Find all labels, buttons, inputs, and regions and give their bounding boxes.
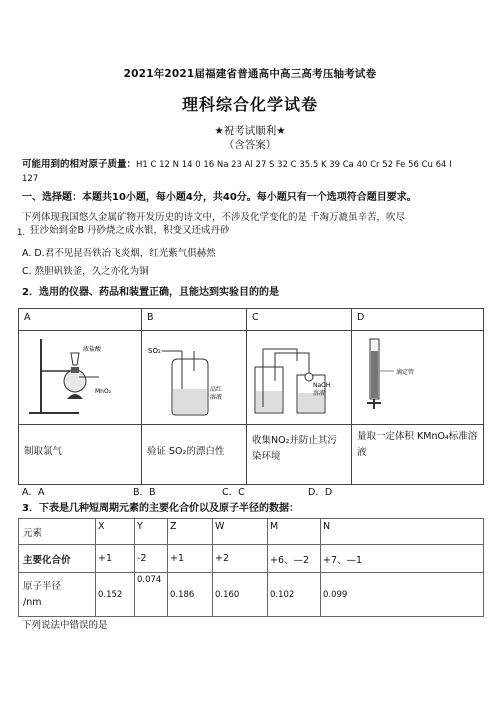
radius-label-line1: 原子半径 [23, 580, 62, 592]
label-magenta: 品红 [210, 386, 223, 393]
q1-number: 1. [17, 228, 26, 238]
q2-answer-b: B．B [133, 487, 156, 498]
label-so2: SO₂ [148, 347, 161, 355]
radius-n: 0.099 [321, 573, 484, 617]
col-z: Z [168, 519, 213, 545]
q2-apparatus-a [19, 331, 142, 425]
radius-x: 0.152 [96, 573, 135, 617]
q1-option-a: A. D.君不见昆吾铁冶飞炎烟，红光紫气俱赫然 [22, 248, 216, 259]
label-naoh: NaOH [313, 382, 331, 389]
good-luck-line: ★祝考试顺利★ [214, 125, 286, 137]
q2-desc-a: 制取氯气 [19, 425, 142, 485]
section-1-heading: 一、选择题：本题共10小题，每小题4分，共40分。每小题只有一个选项符合题目要求。 [22, 192, 417, 203]
q2-header-b: B [142, 309, 247, 331]
col-n: N [321, 519, 484, 545]
q2-answer-d: D．D [308, 487, 333, 498]
label-solution-c: 溶液 [313, 390, 326, 397]
q2-desc-b: 验证 SO₂的漂白性 [142, 425, 247, 485]
q2-stem: 2．选用的仪器、药品和装置正确，且能达到实验目的的是 [22, 287, 279, 298]
radius-y: 0.074 [135, 573, 168, 617]
atomic-mass-values: H1 C 12 N 14 0 16 Na 23 Al 27 S 32 C 35.5 K 39 Ca 40 Cr 52 Fe 56 Cu 64 I [136, 160, 452, 170]
valence-n: +7、—1 [321, 545, 484, 573]
col-x: X [96, 519, 135, 545]
row-valence-label: 主要化合价 [19, 545, 96, 573]
chlorine-apparatus-diagram [19, 331, 131, 421]
valence-m: +6、—2 [268, 545, 321, 573]
q1-option-c: C. 熬胆矾铁釜，久之亦化为铜 [22, 266, 149, 277]
q2-header-a: A [19, 309, 142, 331]
atomic-mass-values-cont: 127 [22, 174, 39, 184]
row-radius-label [19, 573, 96, 617]
radius-m: 0.102 [268, 573, 321, 617]
label-conc-hcl: 浓盐酸 [83, 346, 102, 353]
exam-header: 2021年2021届福建省普通高中高三高考压轴考试卷 [123, 68, 377, 80]
radius-label-line2: /nm [23, 596, 42, 608]
valence-y: -2 [135, 545, 168, 573]
q2-answer-c: C．C [222, 487, 245, 498]
q1-stem: 下列体现我国悠久金属矿物开发历史的诗文中，不涉及化学变化的是 千淘万漉虽辛苦，吹尽 [22, 212, 406, 223]
q3-followup: 下列说法中错误的是 [22, 620, 108, 631]
q1-line2: 狂沙始到金B 丹砂烧之成水银，积变又还成丹砂 [30, 225, 230, 236]
q3-stem: 3．下表是几种短周期元素的主要化合价以及原子半径的数据： [22, 503, 299, 514]
valence-w: +2 [213, 545, 268, 573]
q2-desc-d: 量取一定体积 KMnO₄标准溶液 [352, 425, 484, 485]
label-solution-b: 溶液 [210, 394, 223, 401]
label-burette: 滴定管 [396, 369, 415, 376]
q2-apparatus-d [352, 331, 484, 425]
col-y: Y [135, 519, 168, 545]
q2-header-c: C [247, 309, 352, 331]
q2-answer-a: A．A [22, 487, 45, 498]
valence-z: +1 [168, 545, 213, 573]
q2-apparatus-c [247, 331, 352, 425]
element-data-table [18, 518, 484, 617]
col-w: W [213, 519, 268, 545]
so2-bottle-diagram [142, 331, 236, 421]
no2-collection-diagram [247, 331, 341, 421]
col-m: M [268, 519, 321, 545]
q2-options-table [18, 308, 484, 485]
answer-note: （含答案） [223, 139, 277, 151]
label-mno2: MnO₂ [95, 388, 112, 395]
burette-diagram [352, 331, 482, 421]
q2-header-d: D [352, 309, 484, 331]
radius-w: 0.160 [213, 573, 268, 617]
valence-x: +1 [96, 545, 135, 573]
exam-title: 理科综合化学试卷 [181, 95, 318, 114]
q2-apparatus-b [142, 331, 247, 425]
q2-desc-c: 收集NO₂并防止其污染环境 [247, 425, 352, 485]
atomic-mass-label: 可能用到的相对原子质量： [22, 159, 137, 170]
atomic-mass-line [22, 158, 482, 172]
col-element-label: 元素 [19, 519, 96, 545]
radius-z: 0.186 [168, 573, 213, 617]
